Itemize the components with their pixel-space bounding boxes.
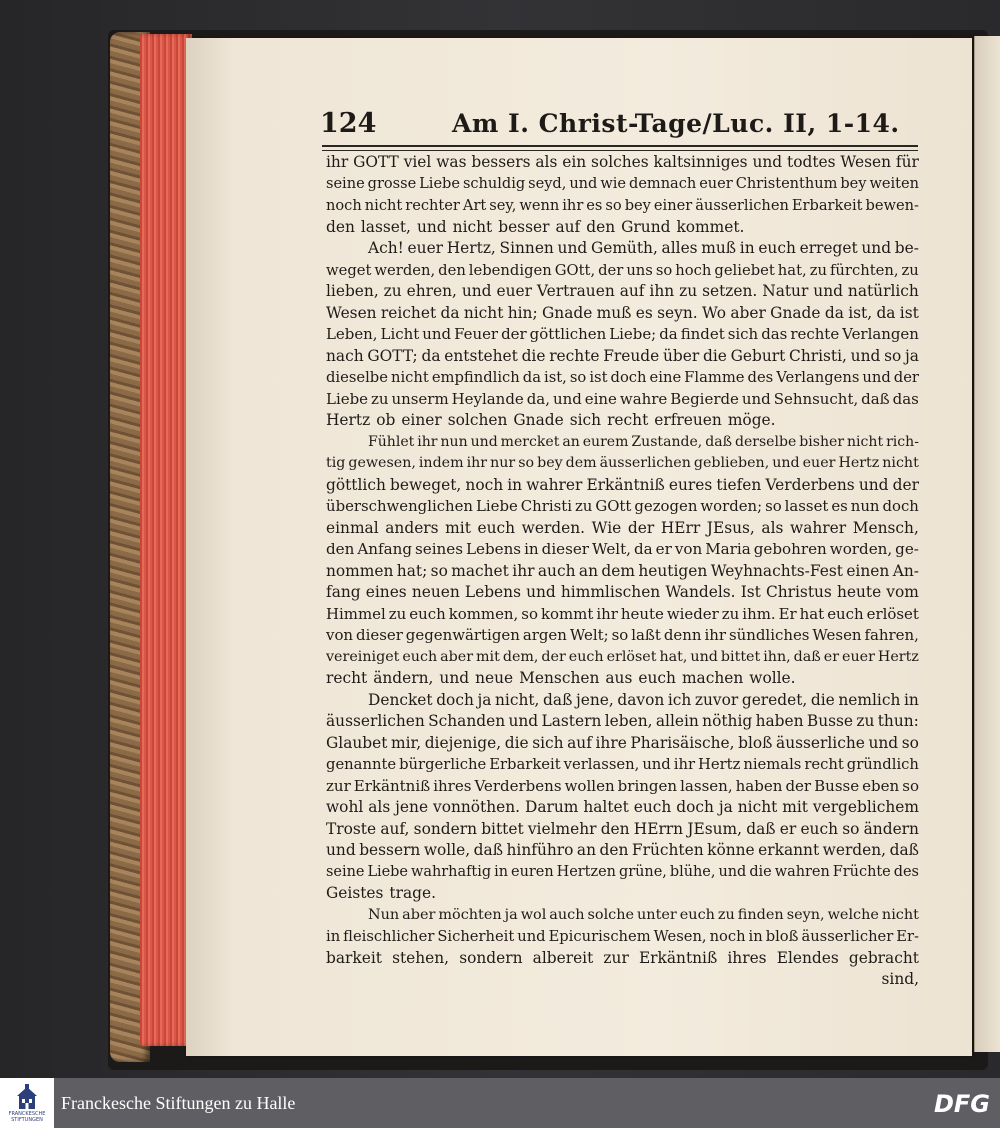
text-line: den lasset, und nicht besser auf den Grund kommet. — [326, 217, 745, 236]
text-line: tig gewesen, indem ihr nur so bey dem äusserlichen geblieben, und euer Hertz nicht — [326, 455, 919, 471]
text-line: äusserlichen Schanden und Lastern leben, allein nöthig haben Busse zu thun: — [326, 712, 919, 730]
text-line: Glaubet mir, diejenige, die sich auf ihre Pharisäische, bloß äusserliche und so — [326, 733, 919, 752]
text-line: Troste auf, sondern bittet vielmehr den HErrn JEsum, daß er euch so ändern — [326, 819, 919, 838]
text-line: einmal anders mit euch werden. Wie der HErr JEsus, als wahrer Mensch, — [326, 518, 919, 537]
text-line: sind, — [881, 970, 919, 988]
text-line: in fleischlicher Sicherheit und Epicurischem Wesen, noch in bloß äusserlicher Er- — [326, 928, 919, 945]
text-line: Nun aber möchten ja wol auch solche unter euch zu finden seyn, welche nicht — [368, 906, 919, 923]
page-number: 124 — [320, 108, 377, 139]
text-line: zur Erkäntniß ihres Verderbens wollen bringen lassen, haben der Busse eben so — [326, 776, 919, 795]
franckesche-stiftungen-logo[interactable] — [0, 1078, 54, 1128]
text-line: Dencket doch ja nicht, daß jene, davon ich zuvor geredet, die nemlich in — [368, 690, 919, 709]
text-line: Leben, Licht und Feuer der göttlichen Liebe; da findet sich das rechte Verlangen — [326, 325, 919, 343]
text-line: barkeit stehen, sondern albereit zur Erkäntniß ihres Elendes gebracht — [326, 948, 919, 967]
facing-page-edge — [974, 36, 1000, 1052]
institution-name[interactable]: Franckesche Stiftungen zu Halle — [61, 1092, 296, 1113]
text-line: ihr GOTT viel was bessers als ein solches kaltsinniges und todtes Wesen für — [326, 153, 919, 171]
text-line: recht ändern, und neue Menschen aus euch machen wolle. — [326, 669, 796, 687]
page-header — [320, 108, 920, 148]
text-line: lieben, zu ehren, und euer Vertrauen auf ihn zu setzen. Natur und natürlich — [326, 282, 919, 300]
text-line: nommen hat; so machet ihr auch an dem heutigen Weyhnachts-Fest einen An- — [326, 561, 919, 580]
text-line: Ach! euer Hertz, Sinnen und Gemüth, alles muß in euch erreget und be- — [368, 239, 919, 257]
footer-bar — [0, 1078, 1000, 1128]
text-line: von dieser gegenwärtigen argen Welt; so laßt denn ihr sündliches Wesen fahren, — [326, 626, 919, 644]
text-line: genannte bürgerliche Erbarkeit verlassen, und ihr Hertz niemals recht gründlich — [326, 756, 919, 773]
text-line: seine Liebe wahrhaftig in euren Hertzen grüne, blühe, und die wahren Früchte des — [326, 863, 919, 880]
text-line: Himmel zu euch kommen, so kommt ihr heute wieder zu ihm. Er hat euch erlöset — [326, 604, 919, 623]
text-line: Liebe zu unserm Heylande da, und eine wahre Begierde und Sehnsucht, daß das — [326, 389, 919, 408]
text-line: Wesen reichet da nicht hin; Gnade muß es seyn. Wo aber Gnade da ist, da ist — [326, 303, 919, 322]
text-line: Geistes trage. — [326, 884, 436, 902]
text-line: Fühlet ihr nun und mercket an eurem Zustande, daß derselbe bisher nicht rich- — [368, 433, 919, 450]
text-line: überschwenglichen Liebe Christi zu GOtt gezogen worden; so lasset es nun doch — [326, 497, 919, 515]
text-line: und bessern wolle, daß hinführo an den Früchten könne erkannt werden, daß — [326, 841, 919, 859]
logo-lettering: FRANCKESCHE STIFTUNGEN — [8, 1111, 46, 1123]
running-head: Am I. Christ-Tage/Luc. II, 1-14. — [452, 109, 900, 138]
text-line: vereiniget euch aber mit dem, der euch erlöset hat, und bittet ihn, daß er euer Hertz — [326, 648, 919, 665]
red-page-edges — [140, 34, 192, 1046]
text-line: den Anfang seines Lebens in dieser Welt, da er von Maria gebohren worden, ge- — [326, 540, 919, 558]
text-line: göttlich beweget, noch in wahrer Erkäntniß eures tiefen Verderbens und der — [326, 475, 919, 494]
orphanage-building-icon — [16, 1083, 38, 1111]
text-line: dieselbe nicht empfindlich da ist, so ist doch eine Flamme des Verlangens und der — [326, 369, 919, 386]
text-line: weget werden, den lebendigen GOtt, der uns so hoch geliebet hat, zu fürchten, zu — [326, 261, 919, 279]
text-line: fang eines neuen Lebens und himmlischen Wandels. Ist Christus heute vom — [326, 583, 919, 601]
header-rule-thin — [322, 150, 918, 151]
header-rule-thick — [322, 145, 918, 147]
dfg-logo[interactable]: DFG — [933, 1090, 990, 1118]
body-text — [326, 152, 919, 991]
text-line: wohl als jene vonnöthen. Darum haltet euch doch ja nicht mit vergeblichem — [326, 798, 919, 816]
text-line: seine grosse Liebe schuldig seyd, und wie demnach euer Christenthum bey weiten — [326, 175, 919, 192]
text-line: noch nicht rechter Art sey, wenn ihr es so bey einer äusserlichen Erbarkeit bewen- — [326, 197, 919, 214]
text-line: Hertz ob einer solchen Gnade sich recht erfreuen möge. — [326, 411, 776, 429]
text-line: nach GOTT; da entstehet die rechte Freude über die Geburt Christi, und so ja — [326, 346, 919, 365]
